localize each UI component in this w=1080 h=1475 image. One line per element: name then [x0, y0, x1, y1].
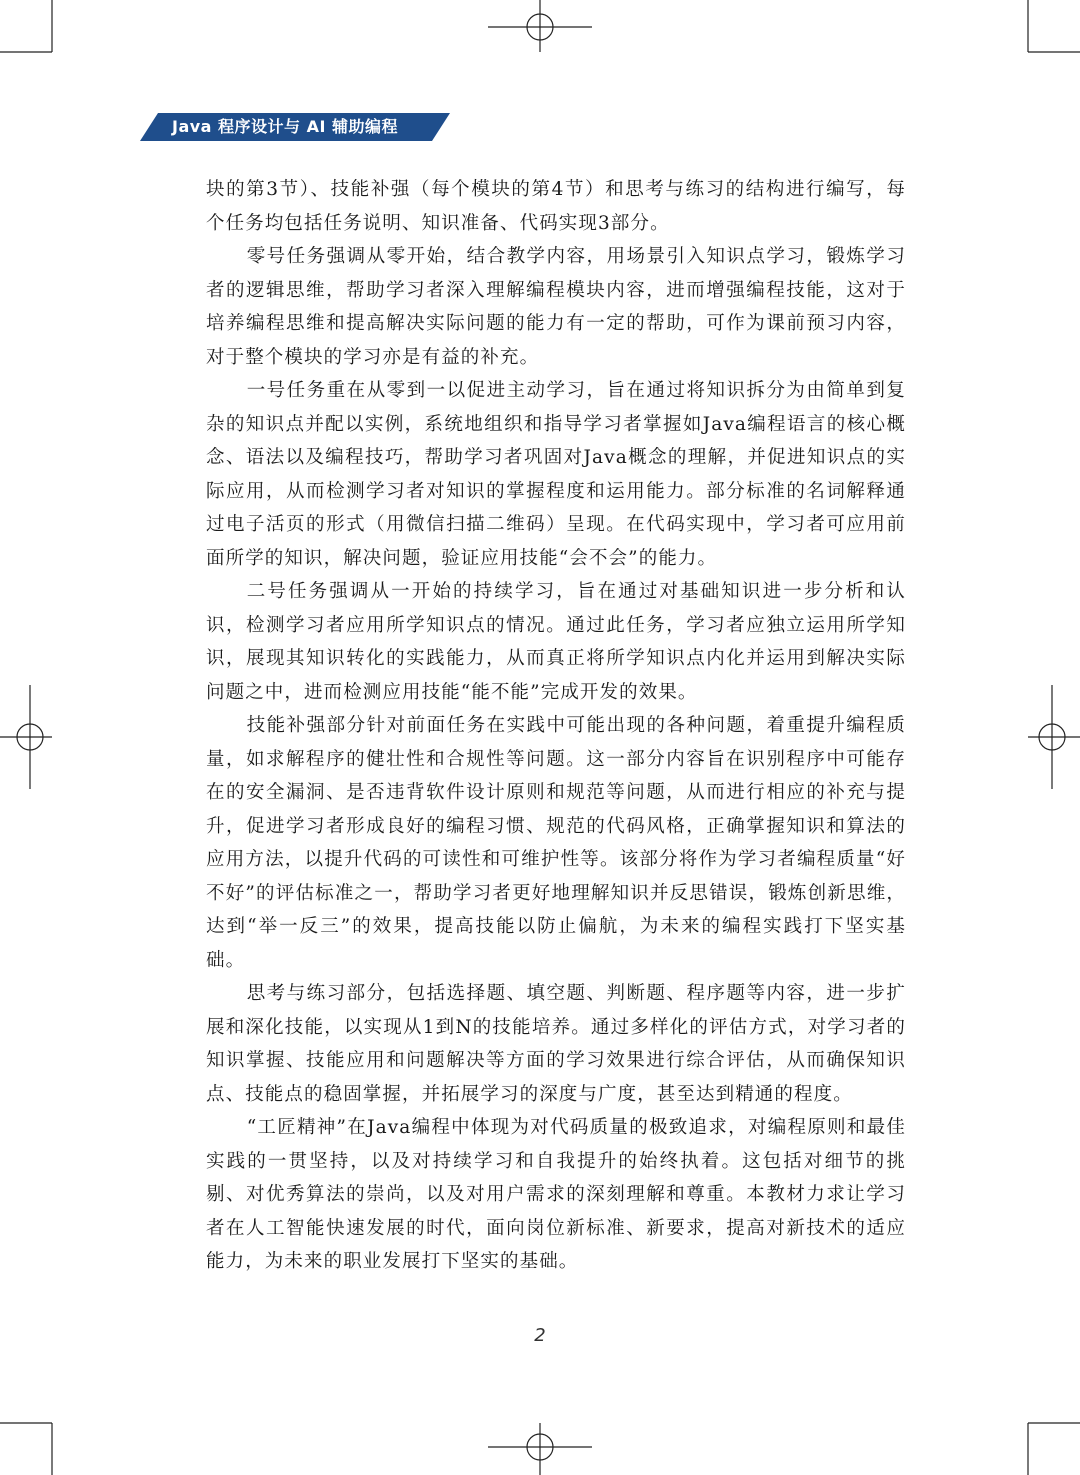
- paragraph: 二号任务强调从一开始的持续学习，旨在通过对基础知识进一步分析和认识，检测学习者应用所学知识点的情况。通过此任务，学习者应独立运用所学知识，展现其知识转化的实践能力，从而真正将所学知识点内化并运用到解决实际问题之中，进而检测应用技能“能不能”完成开发的效果。: [206, 581, 906, 703]
- paragraph: “工匠精神”在Java编程中体现为对代码质量的极致追求，对编程原则和最佳实践的一贯坚持，以及对持续学习和自我提升的始终执着。这包括对细节的挑剔、对优秀算法的崇尚，以及对用户需求的深刻理解和尊重。本教材力求让学习者在人工智能快速发展的时代，面向岗位新标准、新要求，提高对新技术的适应能力，为未来的职业发展打下坚实的基础。: [206, 1117, 906, 1272]
- body-text: [206, 173, 906, 1279]
- page-number: 2: [534, 1325, 546, 1346]
- paragraph: 一号任务重在从零到一以促进主动学习，旨在通过将知识拆分为由简单到复杂的知识点并配以实例，系统地组织和指导学习者掌握如Java编程语言的核心概念、语法以及编程技巧，帮助学习者巩固对Java概念的理解，并促进知识点的实际应用，从而检测学习者对知识的掌握程度和运用能力。部分标准的名词解释通过电子活页的形式（用微信扫描二维码）呈现。在代码实现中，学习者可应用前面所学的知识，解决问题，验证应用技能“会不会”的能力。: [206, 380, 906, 569]
- paragraph: 零号任务强调从零开始，结合教学内容，用场景引入知识点学习，锻炼学习者的逻辑思维，帮助学习者深入理解编程模块内容，进而增强编程技能，这对于培养编程思维和提高解决实际问题的能力有一定的帮助，可作为课前预习内容，对于整个模块的学习亦是有益的补充。: [206, 246, 906, 368]
- book-title: Java 程序设计与 AI 辅助编程: [172, 117, 399, 136]
- paragraph: 思考与练习部分，包括选择题、填空题、判断题、程序题等内容，进一步扩展和深化技能，以实现从1到N的技能培养。通过多样化的评估方式，对学习者的知识掌握、技能应用和问题解决等方面的学习效果进行综合评估，从而确保知识点、技能点的稳固掌握，并拓展学习的深度与广度，甚至达到精通的程度。: [206, 983, 906, 1105]
- paragraph: 技能补强部分针对前面任务在实践中可能出现的各种问题，着重提升编程质量，如求解程序的健壮性和合规性等问题。这一部分内容旨在识别程序中可能存在的安全漏洞、是否违背软件设计原则和规范等问题，从而进行相应的补充与提升，促进学习者形成良好的编程习惯、规范的代码风格，正确掌握知识和算法的应用方法，以提升代码的可读性和可维护性等。该部分将作为学习者编程质量“好不好”的评估标准之一，帮助学习者更好地理解知识并反思错误，锻炼创新思维，达到“举一反三”的效果，提高技能以防止偏航，为未来的编程实践打下坚实基础。: [206, 715, 906, 971]
- paragraph: 块的第3节）、技能补强（每个模块的第4节）和思考与练习的结构进行编写，每个任务均包括任务说明、知识准备、代码实现3部分。: [206, 179, 906, 234]
- running-header: [140, 113, 450, 141]
